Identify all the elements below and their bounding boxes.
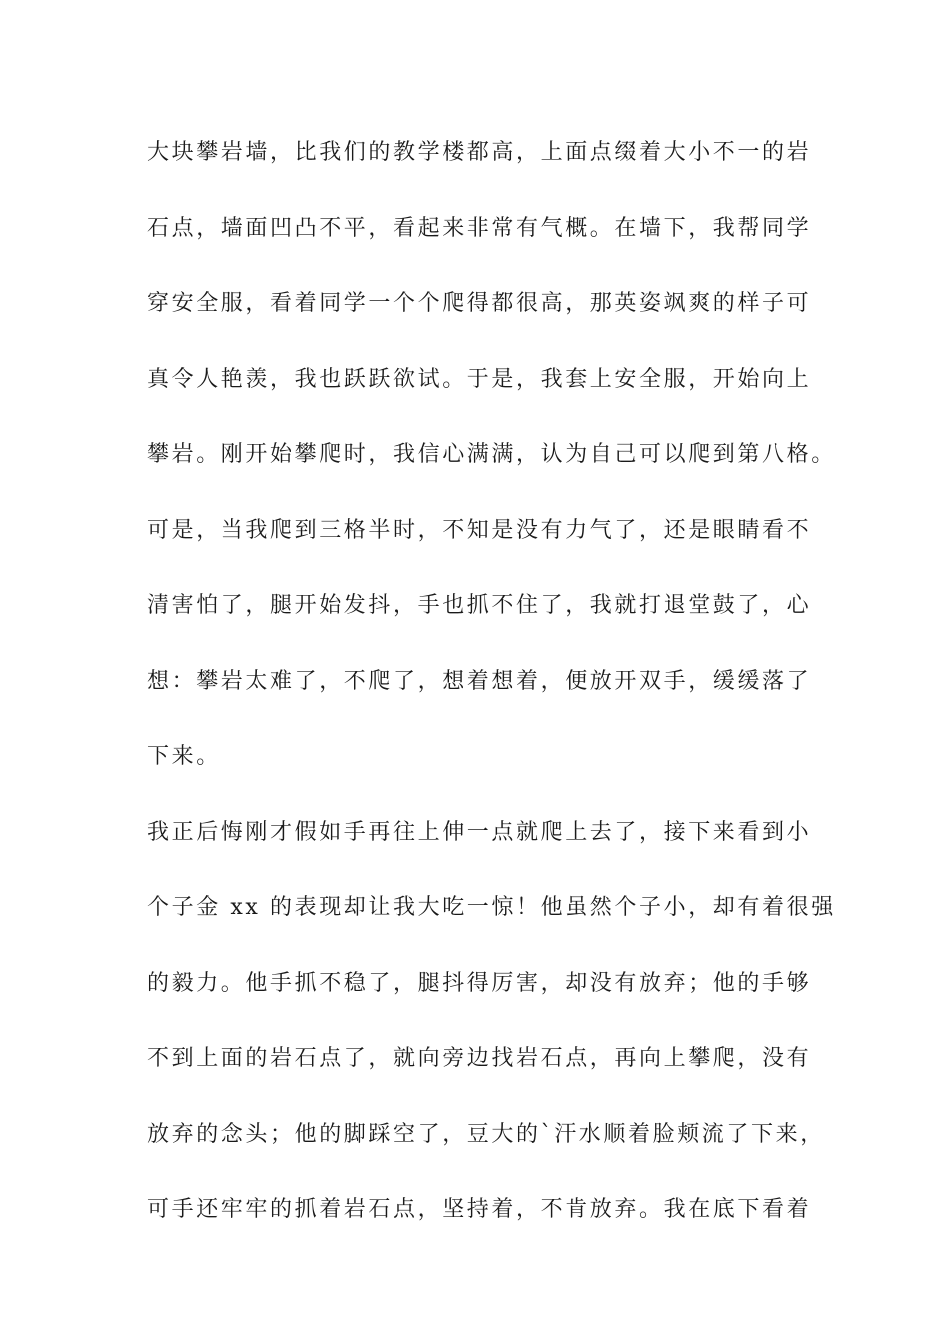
text-line: 穿安全服，看着同学一个个爬得都很高，那英姿飒爽的样子可 (147, 291, 812, 316)
body-text (147, 132, 836, 1265)
text-line: 个子金 xx 的表现却让我大吃一惊！他虽然个子小，却有着很强 (147, 895, 836, 920)
text-line: 不到上面的岩石点了，就向旁边找岩石点，再向上攀爬，没有 (147, 1046, 812, 1071)
text-line: 可是，当我爬到三格半时，不知是没有力气了，还是眼睛看不 (147, 517, 812, 543)
text-line: 大块攀岩墙，比我们的教学楼都高，上面点缀着大小不一的岩 (147, 140, 812, 165)
text-line: 想：攀岩太难了，不爬了，想着想着，便放开双手，缓缓落了 (147, 668, 812, 694)
text-line: 清害怕了，腿开始发抖，手也抓不住了，我就打退堂鼓了，心 (147, 593, 812, 618)
text-line: 攀岩。刚开始攀爬时，我信心满满，认为自己可以爬到第八格。 (147, 442, 836, 467)
text-line: 下来。 (147, 744, 221, 769)
text-line: 放弃的念头；他的脚踩空了，豆大的`汗水顺着脸颊流了下来， (147, 1121, 825, 1147)
text-line: 我正后悔刚才假如手再往上伸一点就爬上去了，接下来看到小 (147, 819, 812, 845)
text-line: 石点，墙面凹凸不平，看起来非常有气概。在墙下，我帮同学 (147, 215, 812, 241)
text-line: 的毅力。他手抓不稳了，腿抖得厉害，却没有放弃；他的手够 (147, 970, 812, 996)
text-line: 真令人艳羡，我也跃跃欲试。于是，我套上安全服，开始向上 (147, 366, 812, 392)
text-line: 可手还牢牢的抓着岩石点，坚持着，不肯放弃。我在底下看着 (147, 1197, 812, 1222)
